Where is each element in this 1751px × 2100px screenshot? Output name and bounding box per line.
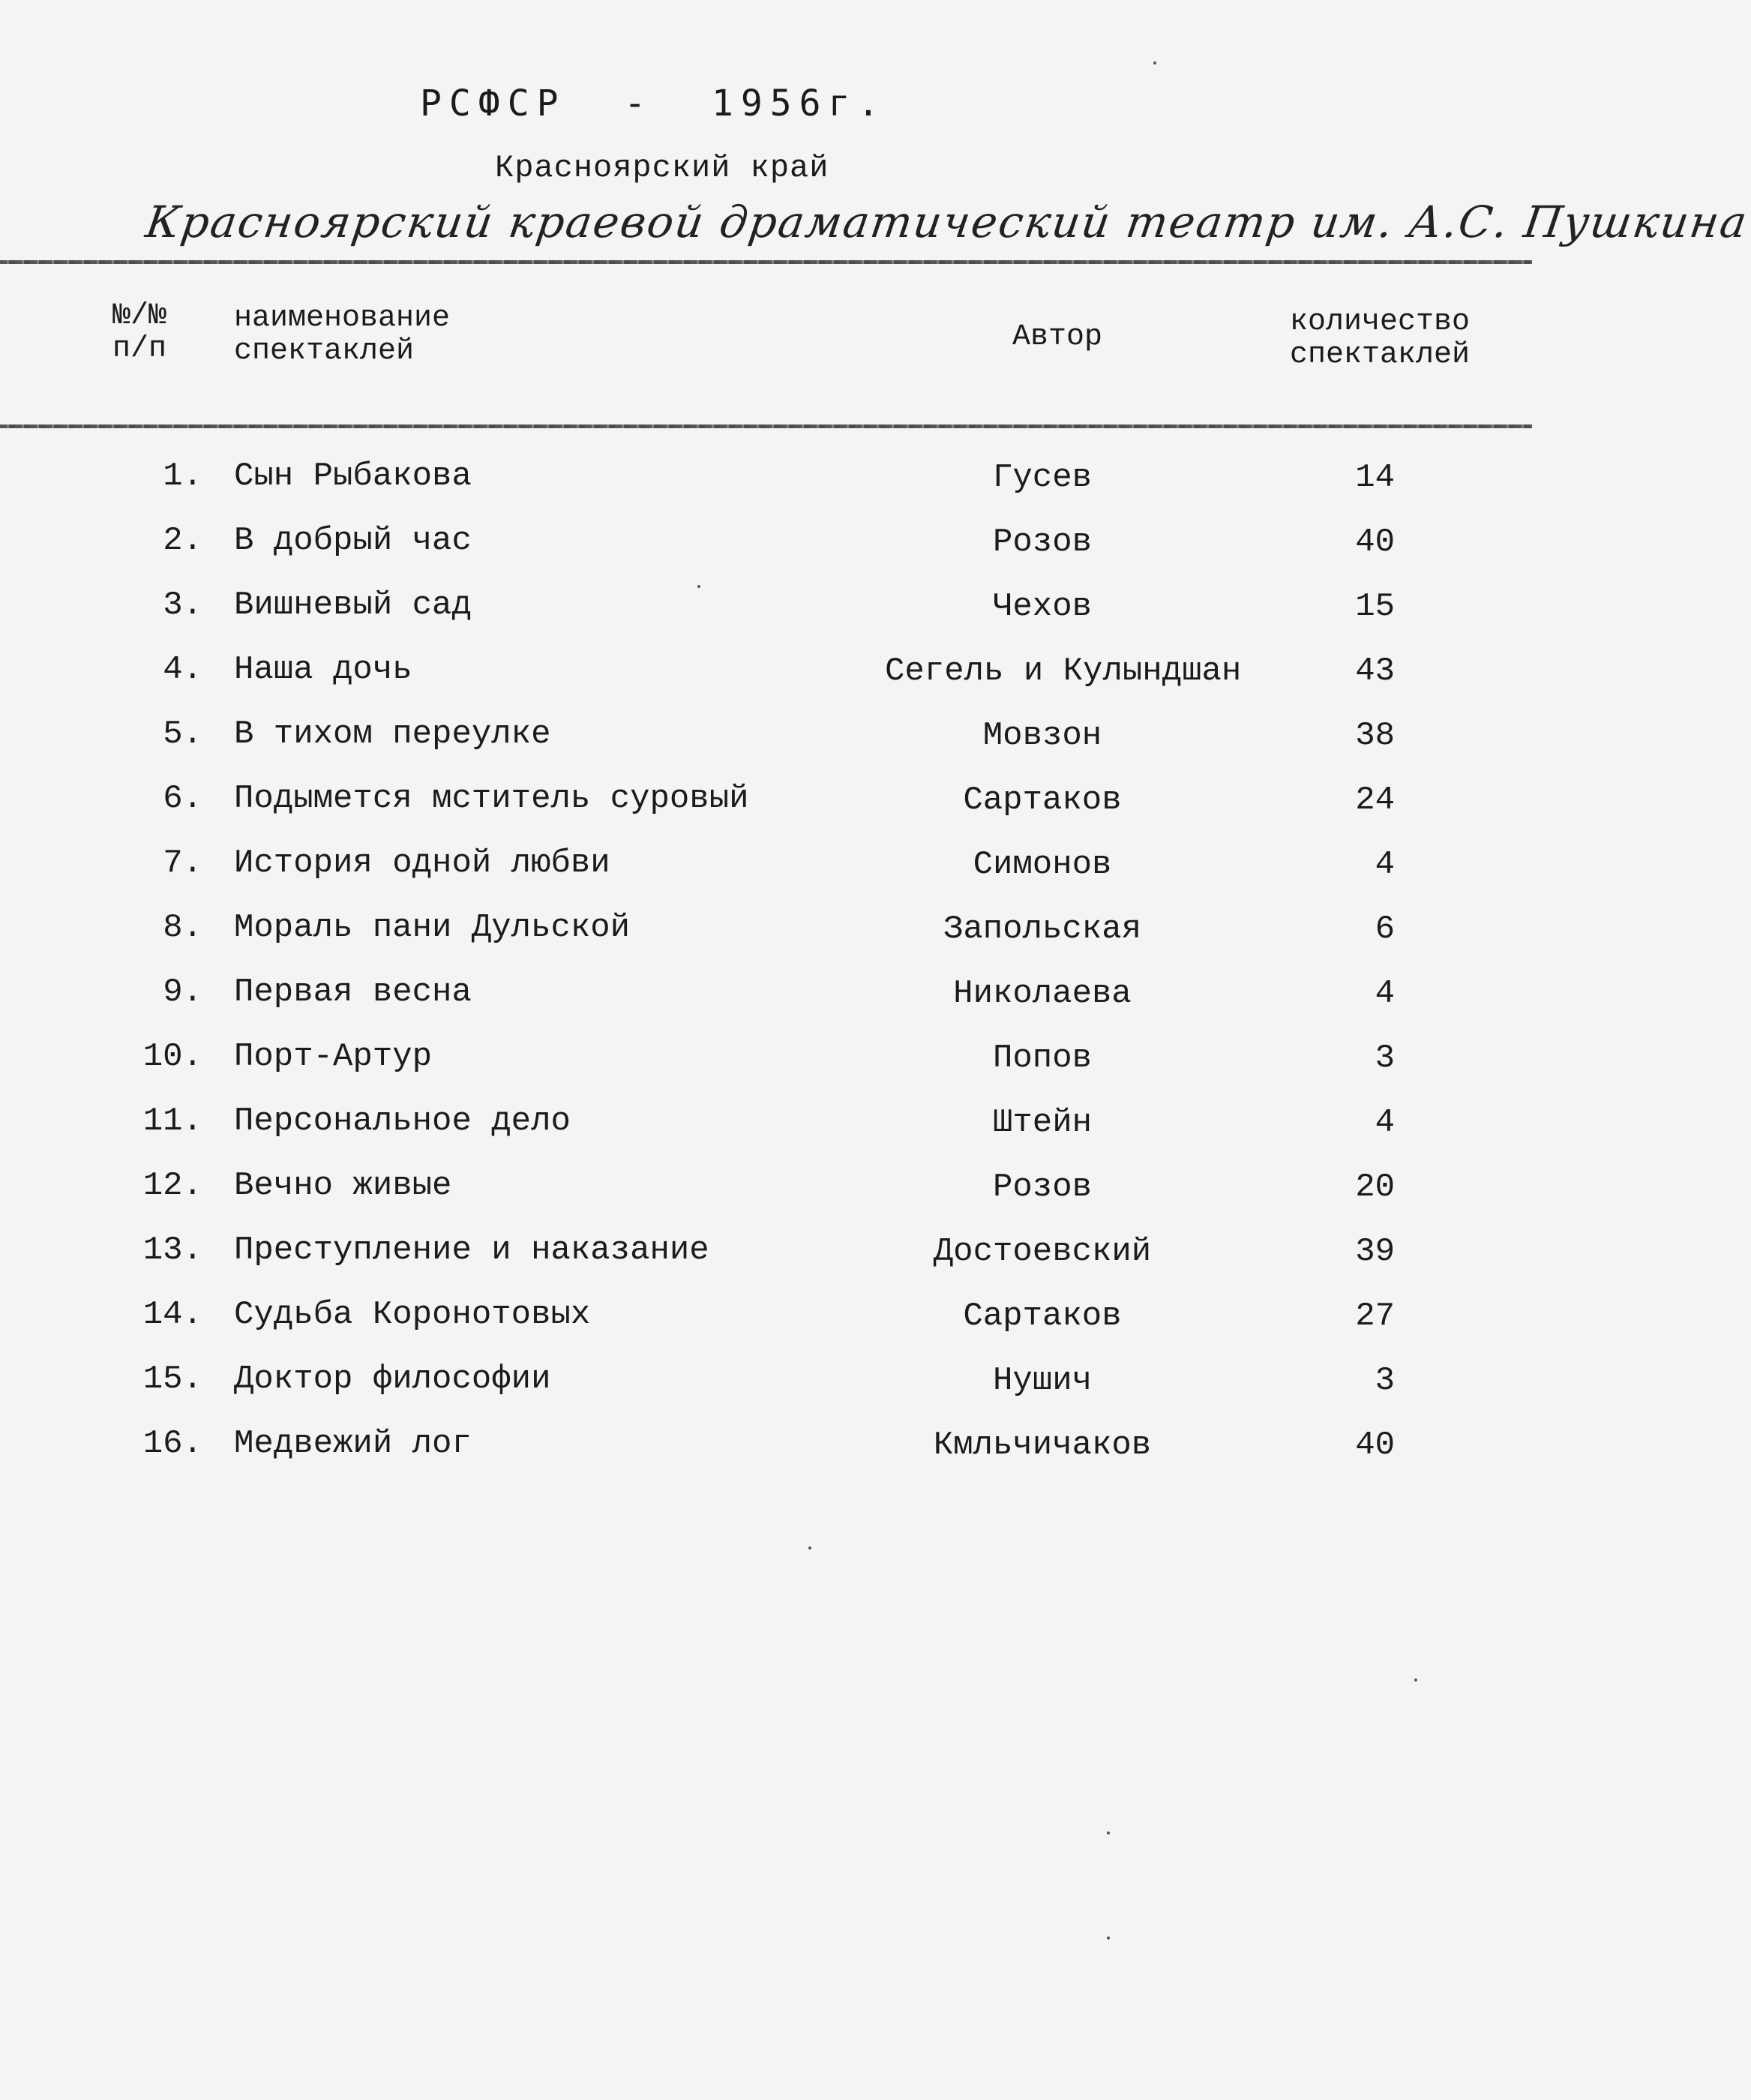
table-row — [0, 837, 1532, 902]
row-author: Сартаков — [963, 1298, 1122, 1335]
row-count: 27 — [1355, 1298, 1395, 1335]
row-author: Мовзон — [982, 717, 1102, 754]
row-author: Симонов — [973, 846, 1112, 884]
row-number: 16. — [142, 1425, 202, 1462]
row-count: 3 — [1375, 1040, 1395, 1077]
row-number: 11. — [142, 1102, 202, 1140]
table-row — [0, 902, 1532, 966]
top-divider — [0, 260, 1532, 264]
row-title: Медвежий лог — [234, 1425, 472, 1462]
paper-speck — [697, 585, 700, 588]
column-header-number-line2: п/п — [112, 332, 167, 366]
row-count: 40 — [1355, 1426, 1395, 1464]
row-author: Розов — [992, 1168, 1093, 1206]
row-count: 6 — [1375, 910, 1395, 948]
row-title: Персональное дело — [234, 1102, 571, 1140]
row-count: 24 — [1355, 782, 1395, 819]
row-title: Подымется мститель суровый — [234, 780, 749, 818]
row-title: Сын Рыбакова — [234, 458, 472, 495]
row-number: 10. — [142, 1038, 202, 1076]
row-count: 40 — [1355, 524, 1395, 561]
row-count: 4 — [1375, 975, 1395, 1012]
row-count: 43 — [1355, 652, 1395, 690]
column-header-number — [112, 300, 166, 366]
column-header-title-line2: спектаклей — [234, 334, 415, 368]
table-row — [0, 1224, 1532, 1288]
row-title: Вечно живые — [234, 1167, 452, 1204]
row-author: Попов — [992, 1040, 1093, 1077]
row-title: Судьба Коронотовых — [234, 1296, 591, 1334]
table-row — [0, 514, 1532, 579]
table-row — [0, 772, 1532, 837]
performance-table — [0, 450, 1532, 1482]
row-count: 15 — [1355, 588, 1395, 626]
row-author: Чехов — [992, 588, 1093, 626]
row-number: 13. — [142, 1232, 202, 1269]
paper-speck — [1414, 1678, 1417, 1682]
row-number: 4. — [163, 651, 202, 688]
row-title: В добрый час — [234, 522, 472, 560]
column-header-count — [1290, 306, 1470, 372]
table-row — [0, 644, 1532, 708]
table-row — [0, 450, 1532, 514]
row-title: Наша дочь — [234, 651, 412, 688]
row-author: Штейн — [992, 1104, 1093, 1142]
row-title: Первая весна — [234, 974, 472, 1011]
row-number: 5. — [163, 716, 202, 753]
row-number: 7. — [163, 844, 202, 882]
row-number: 8. — [163, 909, 202, 946]
table-row — [0, 708, 1532, 772]
row-count: 4 — [1375, 846, 1395, 884]
row-number: 3. — [163, 586, 202, 624]
row-count: 39 — [1355, 1233, 1395, 1270]
row-count: 14 — [1355, 459, 1395, 496]
column-header-count-line2: спектаклей — [1290, 338, 1471, 372]
paper-speck — [808, 1546, 811, 1550]
table-row — [0, 1418, 1532, 1482]
column-header-number-line1: №/№ — [112, 299, 167, 333]
row-author: Сартаков — [963, 782, 1122, 819]
row-author: Достоевский — [933, 1233, 1152, 1270]
table-row — [0, 1353, 1532, 1418]
row-number: 14. — [142, 1296, 202, 1334]
row-count: 20 — [1355, 1168, 1395, 1206]
table-row — [0, 1160, 1532, 1224]
row-count: 38 — [1355, 717, 1395, 754]
row-title: Мораль пани Дульской — [234, 909, 631, 946]
column-header-title — [234, 302, 450, 368]
row-number: 1. — [163, 458, 202, 495]
region-name: Красноярский край — [495, 150, 829, 186]
row-author: Гусев — [992, 459, 1093, 496]
row-author: Нушич — [992, 1362, 1093, 1400]
row-title: В тихом переулке — [234, 716, 551, 753]
row-number: 9. — [163, 974, 202, 1011]
row-author: Николаева — [953, 975, 1132, 1012]
row-title: История одной любви — [234, 844, 610, 882]
table-row — [0, 1288, 1532, 1353]
row-count: 4 — [1375, 1104, 1395, 1142]
column-header-author: Автор — [1012, 320, 1103, 354]
paper-speck — [1153, 62, 1156, 64]
row-number: 12. — [142, 1167, 202, 1204]
table-row — [0, 1030, 1532, 1095]
row-author: Запольская — [943, 910, 1142, 948]
row-title: Преступление и наказание — [234, 1232, 709, 1269]
paper-speck — [1107, 1832, 1110, 1834]
handwritten-theatre-name: Красноярский краевой драматический театр им. А.С. Пушкина — [142, 196, 1751, 248]
column-header-title-line1: наименование — [234, 302, 451, 335]
paper-speck — [1107, 1936, 1110, 1940]
header-divider — [0, 424, 1532, 428]
row-number: 2. — [163, 522, 202, 560]
row-title: Порт-Артур — [234, 1038, 433, 1076]
row-number: 15. — [142, 1360, 202, 1398]
table-row — [0, 966, 1532, 1030]
row-title: Вишневый сад — [234, 586, 472, 624]
table-row — [0, 579, 1532, 644]
row-author: Розов — [992, 524, 1093, 561]
row-count: 3 — [1375, 1362, 1395, 1400]
row-number: 6. — [163, 780, 202, 818]
row-author: Кмльчичаков — [933, 1426, 1152, 1464]
document-title: РСФСР - 1956г. — [420, 82, 887, 124]
table-row — [0, 1095, 1532, 1160]
row-title: Доктор философии — [234, 1360, 551, 1398]
row-author: Сегель и Кулындшан — [885, 652, 1242, 690]
column-header-count-line1: количество — [1290, 305, 1471, 339]
